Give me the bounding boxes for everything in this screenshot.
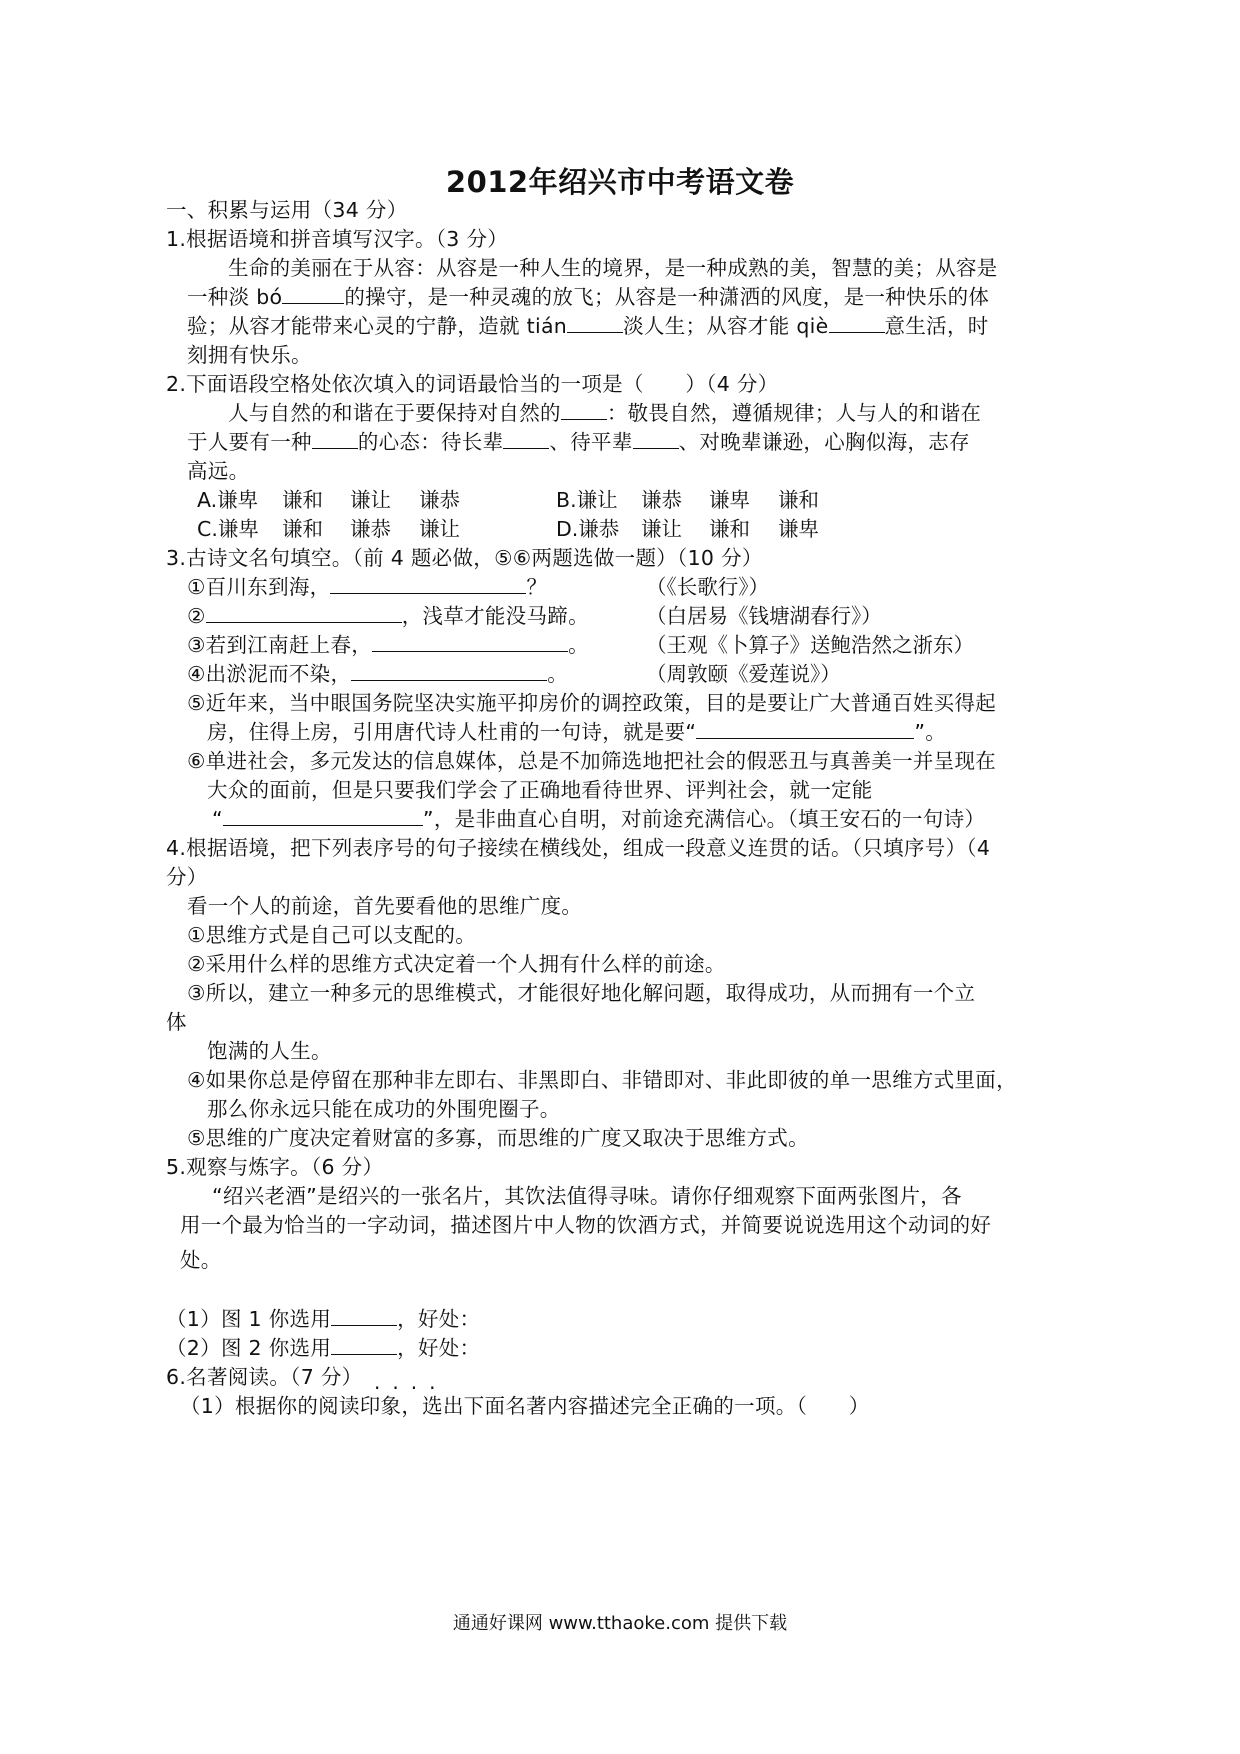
q4-sentence-5: ⑤思维的广度决定着财富的多寡，而思维的广度又取决于思维方式。 xyxy=(187,1126,809,1150)
answer-blank[interactable] xyxy=(312,428,358,449)
option-word: 谦和 xyxy=(282,488,323,512)
q1-text-line-2 xyxy=(187,283,989,311)
q3-item-5-line-1: ⑤近年来，当中眼国务院坚决实施平抑房价的调控政策，目的是要让广大普通百姓买得起 xyxy=(187,691,997,715)
q5-text-segment: ，好处： xyxy=(397,1307,481,1331)
q5-answer-2 xyxy=(166,1334,480,1362)
q2-text-segment: 、待平辈 xyxy=(549,430,633,454)
page-title: 2012年绍兴市中考语文卷 xyxy=(445,165,795,199)
answer-blank[interactable] xyxy=(503,428,549,449)
q3-item-1 xyxy=(187,573,547,601)
q2-text-segment: 、对晚辈谦逊，心胸似海，志存 xyxy=(678,430,970,454)
q4-sentence-3-cont: 饱满的人生。 xyxy=(207,1039,332,1063)
answer-blank[interactable] xyxy=(561,399,607,420)
answer-blank[interactable] xyxy=(829,312,885,333)
q3-text-segment: 。 xyxy=(547,662,569,686)
q3-text-segment: 房，住得上房，引用唐代诗人杜甫的一句诗，就是要“ xyxy=(207,720,697,744)
option-word: 谦恭 xyxy=(641,488,682,512)
answer-blank[interactable] xyxy=(282,283,344,304)
q3-text-segment: ，浅草才能没马蹄。 xyxy=(401,604,589,628)
q4-sentence-4: ④如果你总是停留在那种非左即右、非黑即白、非错即对、非此即彼的单一思维方式里面， xyxy=(187,1068,1017,1092)
answer-blank[interactable] xyxy=(372,631,568,652)
q3-text-segment: “ xyxy=(212,807,223,831)
q3-text-segment: ④出淤泥而不染， xyxy=(187,662,352,686)
q3-text-segment: ”。 xyxy=(914,720,947,744)
q5-text-line-2: 用一个最为恰当的一字动词，描述图片中人物的饮酒方式，并简要说说选用这个动词的好 xyxy=(180,1213,992,1237)
q6-subquestion-1: （1）根据你的阅读印象，选出下面名著内容描述完全正确的一项。（ ） xyxy=(180,1394,870,1418)
q3-item-6-line-3 xyxy=(212,805,985,833)
option-word: C.谦卑 xyxy=(197,517,259,541)
q3-text-segment: ”，是非曲直心自明，对前途充满信心。（填王安石的一句诗） xyxy=(422,807,986,831)
q1-text-segment: 一种淡 bó xyxy=(187,285,283,309)
option-word: 谦让 xyxy=(641,517,682,541)
option-word: B.谦让 xyxy=(556,488,618,512)
q3-source-2: （白居易《钱塘湖春行》） xyxy=(646,604,882,628)
option-word: 谦让 xyxy=(419,517,460,541)
q4-intro: 看一个人的前途，首先要看他的思维广度。 xyxy=(187,894,583,918)
answer-blank[interactable] xyxy=(223,805,423,826)
q5-text-line-1: “绍兴老酒”是绍兴的一张名片，其饮法值得寻味。请你仔细观察下面两张图片，各 xyxy=(212,1184,962,1208)
option-word: 谦让 xyxy=(350,488,391,512)
q4-sentence-3-wrap: 体 xyxy=(166,1010,187,1034)
q5-text-line-3: 处。 xyxy=(180,1248,222,1272)
option-word: 谦和 xyxy=(709,517,750,541)
q1-heading: 1.根据语境和拼音填写汉字。（3 分） xyxy=(166,227,509,251)
q5-text-segment: （1）图 1 你选用 xyxy=(166,1307,332,1331)
q2-text-segment: 人与自然的和谐在于要保持对自然的 xyxy=(228,401,561,425)
q3-source-3: （王观《卜算子》送鲍浩然之浙东） xyxy=(646,633,974,657)
answer-blank[interactable] xyxy=(331,1334,397,1355)
option-word: 谦恭 xyxy=(350,517,391,541)
answer-blank[interactable] xyxy=(206,602,402,623)
q5-answer-1 xyxy=(166,1305,480,1333)
q1-text-line-4: 刻拥有快乐。 xyxy=(187,343,312,367)
section-heading: 一、积累与运用（34 分） xyxy=(166,198,408,222)
q3-item-5-line-2 xyxy=(207,718,946,746)
q3-heading: 3.古诗文名句填空。（前 4 题必做，⑤⑥两题选做一题）（10 分） xyxy=(166,546,763,570)
q3-item-3 xyxy=(187,631,589,659)
option-word: 谦和 xyxy=(282,517,323,541)
q2-heading: 2.下面语段空格处依次填入的词语最恰当的一项是（ ）（4 分） xyxy=(166,372,779,396)
option-word: D.谦恭 xyxy=(556,517,620,541)
page-footer: 通通好课网 www.tthaoke.com 提供下载 xyxy=(452,1613,788,1634)
q3-text-segment: 。 xyxy=(568,633,589,657)
answer-blank[interactable] xyxy=(330,573,526,594)
answer-blank[interactable] xyxy=(331,1305,397,1326)
q2-text-segment: ：敬畏自然，遵循规律；人与人的和谐在 xyxy=(606,401,982,425)
answer-blank[interactable] xyxy=(696,718,914,739)
q2-text-segment: 的心态：待长辈 xyxy=(357,430,504,454)
option-word: 谦恭 xyxy=(419,488,460,512)
q2-text-line-3: 高远。 xyxy=(187,459,250,483)
q2-text-segment: 于人要有一种 xyxy=(187,430,312,454)
q1-text-segment: 淡人生；从容才能 qiè xyxy=(623,314,829,338)
q3-item-2 xyxy=(187,602,589,630)
q1-text-segment: 的操守，是一种灵魂的放飞；从容是一种潇洒的风度，是一种快乐的体 xyxy=(344,285,990,309)
option-word: 谦卑 xyxy=(778,517,819,541)
q3-item-6-line-1: ⑥单进社会，多元发达的信息媒体，总是不加筛选地把社会的假恶丑与真善美一并呈现在 xyxy=(187,749,997,773)
q3-source-4: （周敦颐《爱莲说》） xyxy=(646,662,841,686)
q4-sentence-4-cont: 那么你永远只能在成功的外围兜圈子。 xyxy=(207,1097,561,1121)
q1-text-line-1: 生命的美丽在于从容：从容是一种人生的境界，是一种成熟的美，智慧的美；从容是 xyxy=(228,256,998,280)
q3-text-segment: ①百川东到海， xyxy=(187,575,331,599)
q4-sentence-3: ③所以，建立一种多元的思维模式，才能很好地化解问题，取得成功，从而拥有一个立 xyxy=(187,981,976,1005)
q3-source-1: （《长歌行》） xyxy=(646,575,769,599)
answer-blank[interactable] xyxy=(567,312,623,333)
q3-text-segment: ② xyxy=(187,604,206,628)
option-word: 谦和 xyxy=(778,488,819,512)
q5-text-segment: ，好处： xyxy=(397,1336,481,1360)
q4-heading-cont: 分） xyxy=(166,865,208,889)
answer-blank[interactable] xyxy=(633,428,679,449)
q1-text-segment: 意生活，时 xyxy=(884,314,989,338)
q4-sentence-1: ①思维方式是自己可以支配的。 xyxy=(187,923,477,947)
q5-text-segment: （2）图 2 你选用 xyxy=(166,1336,332,1360)
q3-item-6-line-2: 大众的面前，但是只要我们学会了正确地看待世界、评判社会，就一定能 xyxy=(207,778,873,802)
q3-item-4 xyxy=(187,660,568,688)
q4-sentence-2: ②采用什么样的思维方式决定着一个人拥有什么样的前途。 xyxy=(187,952,726,976)
emphasis-dots: ···· xyxy=(374,1376,448,1400)
q1-text-segment: 验；从容才能带来心灵的宁静，造就 tián xyxy=(187,314,568,338)
q1-text-line-3 xyxy=(187,312,989,340)
q2-text-line-1 xyxy=(228,399,981,427)
q4-heading: 4.根据语境，把下列表序号的句子接续在横线处，组成一段意义连贯的话。（只填序号）（4 xyxy=(166,836,991,860)
q2-text-line-2 xyxy=(187,428,970,456)
answer-blank[interactable] xyxy=(351,660,547,681)
option-word: A.谦卑 xyxy=(197,488,259,512)
q3-text-segment: ③若到江南赶上春， xyxy=(187,633,373,657)
q6-heading: 6.名著阅读。（7 分） xyxy=(166,1365,363,1389)
q3-text-segment: ？ xyxy=(526,575,548,599)
option-word: 谦卑 xyxy=(709,488,750,512)
q5-heading: 5.观察与炼字。（6 分） xyxy=(166,1155,384,1179)
